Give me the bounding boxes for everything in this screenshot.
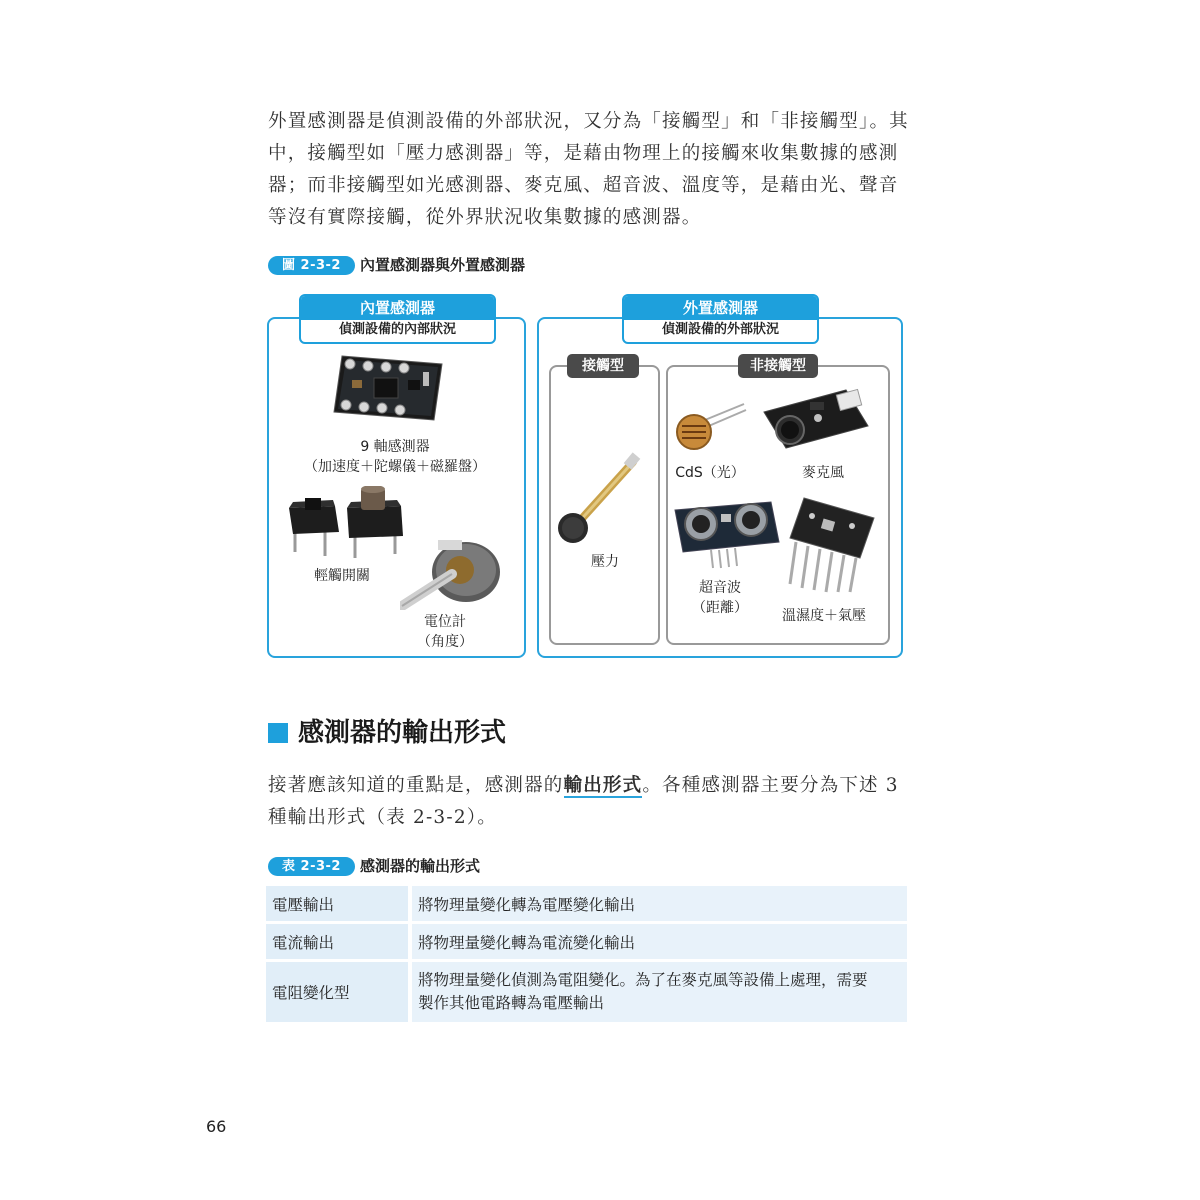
noncontact-type-tag: 非接觸型 — [738, 354, 818, 378]
intro-line-2: 中，接觸型如「壓力感測器」等，是藉由物理上的接觸來收集數據的感測 — [268, 143, 899, 164]
nine-axis-label — [290, 437, 500, 477]
pressure-label — [575, 552, 635, 572]
table-row — [266, 924, 907, 959]
ultrasonic-label-line-2: （距離） — [692, 600, 748, 616]
figure-title: 內置感測器與外置感測器 — [360, 256, 526, 274]
output-desc-cell — [412, 962, 907, 1022]
output-form-emphasis: 輸出形式 — [563, 775, 643, 796]
output-type-cell: 電阻變化型 — [266, 962, 412, 1022]
temp-humidity-pressure-image — [782, 494, 882, 594]
potentiometer-label-line-2: （角度） — [417, 634, 473, 650]
temp-humidity-label-line-1: 溫濕度＋氣壓 — [782, 608, 866, 624]
section-text-after: 。各種感測器主要分為下述 3 — [642, 775, 899, 796]
microphone-label-line-1: 麥克風 — [802, 465, 844, 481]
tact-switch-label-line-1: 輕觸開關 — [314, 568, 370, 584]
heading-square-icon — [268, 723, 288, 743]
output-type-cell: 電流輸出 — [266, 924, 412, 959]
pressure-sensor-image — [553, 452, 653, 544]
figure-badge: 圖 2-3-2 — [268, 256, 355, 275]
pressure-label-line-1: 壓力 — [591, 554, 619, 570]
ultrasonic-sensor-image — [671, 494, 783, 572]
external-header — [622, 294, 819, 344]
nine-axis-sensor-image — [330, 350, 448, 425]
external-subtitle: 偵測設備的外部狀況 — [661, 322, 779, 337]
intro-line-1: 外置感測器是偵測設備的外部狀況，又分為「接觸型」和「非接觸型」。其 — [268, 111, 909, 132]
table-row — [266, 962, 907, 1022]
potentiometer-label — [410, 612, 480, 652]
output-desc-line: 將物理量變化轉為電壓變化輸出 — [418, 895, 636, 914]
cds-sensor-image — [674, 398, 748, 456]
microphone-label — [790, 463, 856, 483]
section-heading — [268, 715, 506, 751]
nine-axis-label-line-1: 9 軸感測器 — [360, 439, 430, 455]
internal-title: 內置感測器 — [301, 296, 494, 320]
output-desc-line: 將物理量變化轉為電流變化輸出 — [418, 933, 636, 952]
microphone-module-image — [760, 386, 872, 452]
cds-label — [670, 463, 750, 483]
contact-type-tag: 接觸型 — [567, 354, 639, 378]
intro-line-3: 器；而非接觸型如光感測器、麥克風、超音波、溫度等，是藉由光、聲音 — [268, 175, 899, 196]
table-badge: 表 2-3-2 — [268, 857, 355, 876]
section-paragraph — [268, 770, 913, 834]
section-text-before: 接著應該知道的重點是，感測器的 — [268, 775, 564, 796]
external-title: 外置感測器 — [624, 296, 817, 320]
potentiometer-label-line-1: 電位計 — [424, 614, 466, 630]
output-desc-cell — [412, 924, 907, 959]
section-title-text: 感測器的輸出形式 — [298, 718, 507, 748]
potentiometer-image — [400, 532, 508, 610]
ultrasonic-label — [684, 578, 756, 618]
tact-switch-label — [300, 566, 384, 586]
table-title: 感測器的輸出形式 — [360, 857, 481, 875]
tact-switch-image — [285, 486, 413, 564]
output-desc-cell — [412, 886, 907, 921]
output-type-cell: 電壓輸出 — [266, 886, 412, 921]
section-line-2: 種輸出形式（表 2-3-2）。 — [268, 807, 497, 828]
page-number: 66 — [206, 1117, 227, 1136]
table-row — [266, 886, 907, 921]
section-line-1 — [268, 770, 913, 802]
output-desc-line: 將物理量變化偵測為電阻變化。為了在麥克風等設備上處理，需要 — [418, 971, 868, 989]
output-desc-line: 製作其他電路轉為電壓輸出 — [418, 994, 605, 1012]
temp-humidity-label — [772, 606, 876, 626]
output-forms-table — [266, 883, 907, 1025]
internal-subtitle: 偵測設備的內部狀況 — [338, 322, 456, 337]
intro-line-4: 等沒有實際接觸，從外界狀況收集數據的感測器。 — [268, 207, 702, 228]
nine-axis-label-line-2: （加速度＋陀螺儀＋磁羅盤） — [304, 459, 486, 475]
intro-paragraph — [268, 106, 913, 234]
cds-label-line-1: CdS（光） — [675, 465, 745, 481]
ultrasonic-label-line-1: 超音波 — [699, 580, 741, 596]
internal-header — [299, 294, 496, 344]
